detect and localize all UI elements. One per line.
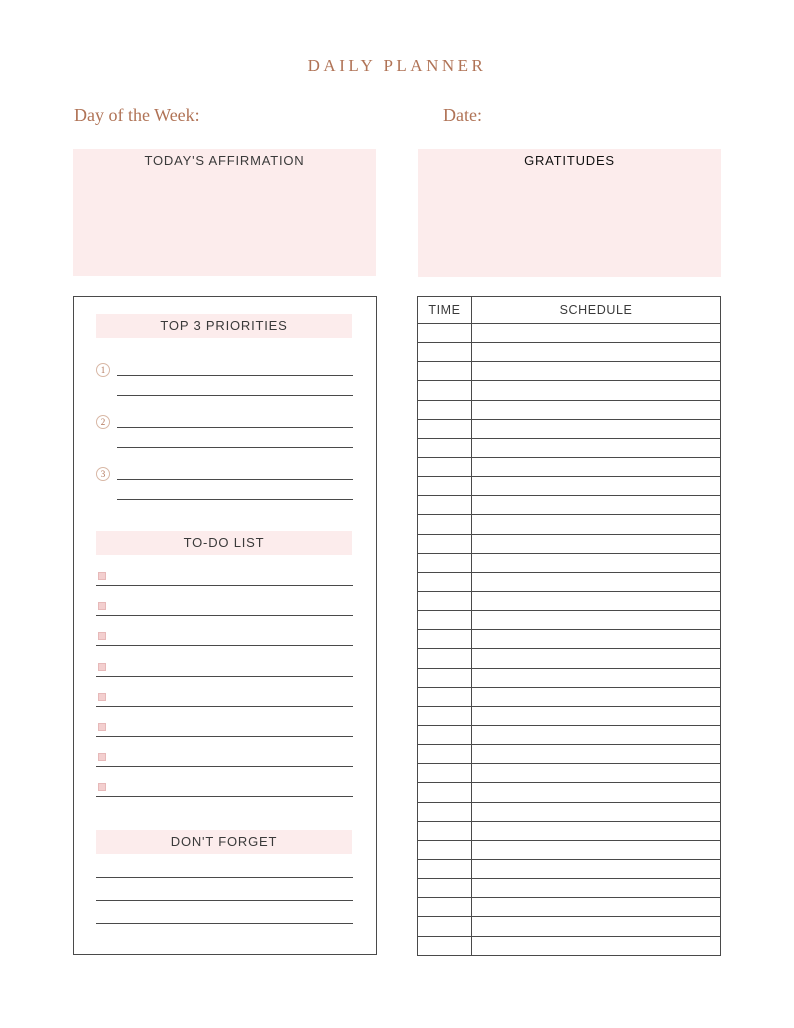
schedule-cell[interactable] (472, 821, 721, 840)
schedule-cell[interactable] (472, 400, 721, 419)
todo-checkbox[interactable] (98, 783, 106, 791)
todo-line[interactable] (96, 676, 353, 677)
schedule-row (418, 840, 721, 859)
todo-header: TO-DO LIST (96, 531, 352, 555)
todo-checkbox[interactable] (98, 753, 106, 761)
time-cell[interactable] (418, 859, 472, 878)
schedule-row (418, 343, 721, 362)
priority-2-line-2[interactable] (117, 447, 353, 448)
todo-line[interactable] (96, 645, 353, 646)
schedule-row (418, 917, 721, 936)
time-cell[interactable] (418, 668, 472, 687)
time-cell[interactable] (418, 783, 472, 802)
schedule-cell[interactable] (472, 324, 721, 343)
schedule-row (418, 745, 721, 764)
schedule-row (418, 879, 721, 898)
schedule-cell[interactable] (472, 745, 721, 764)
schedule-row (418, 764, 721, 783)
schedule-cell[interactable] (472, 630, 721, 649)
time-cell[interactable] (418, 591, 472, 610)
schedule-row (418, 611, 721, 630)
todo-line[interactable] (96, 766, 353, 767)
priority-3-line-2[interactable] (117, 499, 353, 500)
schedule-cell[interactable] (472, 649, 721, 668)
time-cell[interactable] (418, 400, 472, 419)
schedule-cell[interactable] (472, 783, 721, 802)
schedule-row (418, 572, 721, 591)
todo-line[interactable] (96, 585, 353, 586)
time-cell[interactable] (418, 324, 472, 343)
schedule-row (418, 381, 721, 400)
schedule-cell[interactable] (472, 898, 721, 917)
schedule-cell[interactable] (472, 706, 721, 725)
schedule-cell[interactable] (472, 840, 721, 859)
dont-forget-line[interactable] (96, 877, 353, 878)
todo-line[interactable] (96, 615, 353, 616)
schedule-row (418, 496, 721, 515)
time-cell[interactable] (418, 898, 472, 917)
schedule-row (418, 477, 721, 496)
schedule-row (418, 630, 721, 649)
schedule-row (418, 515, 721, 534)
schedule-row (418, 324, 721, 343)
gratitudes-title: GRATITUDES (524, 153, 615, 168)
schedule-row (418, 457, 721, 476)
gratitudes-box[interactable] (418, 149, 721, 277)
schedule-cell[interactable] (472, 917, 721, 936)
day-of-week-label: Day of the Week: (74, 105, 200, 125)
time-cell[interactable] (418, 438, 472, 457)
time-cell[interactable] (418, 515, 472, 534)
priority-1-line-2[interactable] (117, 395, 353, 396)
schedule-row (418, 802, 721, 821)
schedule-cell[interactable] (472, 477, 721, 496)
affirmation-title: TODAY'S AFFIRMATION (144, 153, 305, 168)
schedule-cell[interactable] (472, 668, 721, 687)
schedule-row (418, 898, 721, 917)
todo-checkbox[interactable] (98, 693, 106, 701)
time-cell[interactable] (418, 553, 472, 572)
schedule-row (418, 706, 721, 725)
schedule-cell[interactable] (472, 362, 721, 381)
schedule-cell[interactable] (472, 457, 721, 476)
schedule-row (418, 362, 721, 381)
schedule-cell[interactable] (472, 572, 721, 591)
schedule-row (418, 419, 721, 438)
time-cell[interactable] (418, 917, 472, 936)
schedule-cell[interactable] (472, 687, 721, 706)
dont-forget-line[interactable] (96, 900, 353, 901)
time-cell[interactable] (418, 725, 472, 744)
priority-3-line[interactable] (117, 479, 353, 480)
time-cell[interactable] (418, 821, 472, 840)
schedule-row (418, 553, 721, 572)
schedule-row (418, 725, 721, 744)
priorities-header: TOP 3 PRIORITIES (96, 314, 352, 338)
schedule-row (418, 687, 721, 706)
page-title: DAILY PLANNER (307, 56, 487, 75)
time-cell[interactable] (418, 649, 472, 668)
time-cell[interactable] (418, 419, 472, 438)
schedule-cell[interactable] (472, 343, 721, 362)
time-cell[interactable] (418, 840, 472, 859)
time-cell[interactable] (418, 706, 472, 725)
schedule-table (417, 296, 721, 956)
todo-checkbox[interactable] (98, 572, 106, 580)
time-cell[interactable] (418, 534, 472, 553)
schedule-cell[interactable] (472, 381, 721, 400)
schedule-cell[interactable] (472, 534, 721, 553)
schedule-row (418, 591, 721, 610)
schedule-row (418, 821, 721, 840)
schedule-row (418, 649, 721, 668)
affirmation-box[interactable] (73, 149, 376, 276)
time-cell[interactable] (418, 343, 472, 362)
todo-line[interactable] (96, 796, 353, 797)
schedule-row (418, 783, 721, 802)
schedule-cell[interactable] (472, 553, 721, 572)
time-cell[interactable] (418, 687, 472, 706)
time-cell[interactable] (418, 457, 472, 476)
priority-number-2: 2 (96, 415, 110, 429)
left-panel (73, 296, 377, 955)
time-cell[interactable] (418, 496, 472, 515)
time-cell[interactable] (418, 572, 472, 591)
schedule-cell[interactable] (472, 725, 721, 744)
schedule-row (418, 400, 721, 419)
schedule-cell[interactable] (472, 859, 721, 878)
time-cell[interactable] (418, 362, 472, 381)
schedule-row (418, 438, 721, 457)
schedule-cell[interactable] (472, 438, 721, 457)
time-cell[interactable] (418, 764, 472, 783)
time-cell[interactable] (418, 745, 472, 764)
schedule-cell[interactable] (472, 611, 721, 630)
time-cell[interactable] (418, 381, 472, 400)
schedule-cell[interactable] (472, 591, 721, 610)
schedule-cell[interactable] (472, 419, 721, 438)
schedule-cell[interactable] (472, 515, 721, 534)
schedule-cell[interactable] (472, 879, 721, 898)
schedule-row (418, 859, 721, 878)
time-cell[interactable] (418, 477, 472, 496)
time-cell[interactable] (418, 802, 472, 821)
date-label: Date: (443, 105, 482, 125)
todo-checkbox[interactable] (98, 723, 106, 731)
schedule-row (418, 534, 721, 553)
time-cell[interactable] (418, 879, 472, 898)
schedule-cell[interactable] (472, 936, 721, 955)
dont-forget-header: DON'T FORGET (96, 830, 352, 854)
priority-number-3: 3 (96, 467, 110, 481)
todo-line[interactable] (96, 706, 353, 707)
time-cell[interactable] (418, 611, 472, 630)
todo-checkbox[interactable] (98, 632, 106, 640)
dont-forget-line[interactable] (96, 923, 353, 924)
todo-checkbox[interactable] (98, 602, 106, 610)
schedule-cell[interactable] (472, 802, 721, 821)
todo-line[interactable] (96, 736, 353, 737)
time-cell[interactable] (418, 630, 472, 649)
schedule-cell[interactable] (472, 764, 721, 783)
schedule-column-header: SCHEDULE (472, 297, 721, 324)
priority-number-1: 1 (96, 363, 110, 377)
schedule-row (418, 936, 721, 955)
time-cell[interactable] (418, 936, 472, 955)
schedule-row (418, 668, 721, 687)
time-column-header: TIME (418, 297, 472, 324)
priority-2-line[interactable] (117, 427, 353, 428)
todo-checkbox[interactable] (98, 663, 106, 671)
priority-1-line[interactable] (117, 375, 353, 376)
schedule-cell[interactable] (472, 496, 721, 515)
